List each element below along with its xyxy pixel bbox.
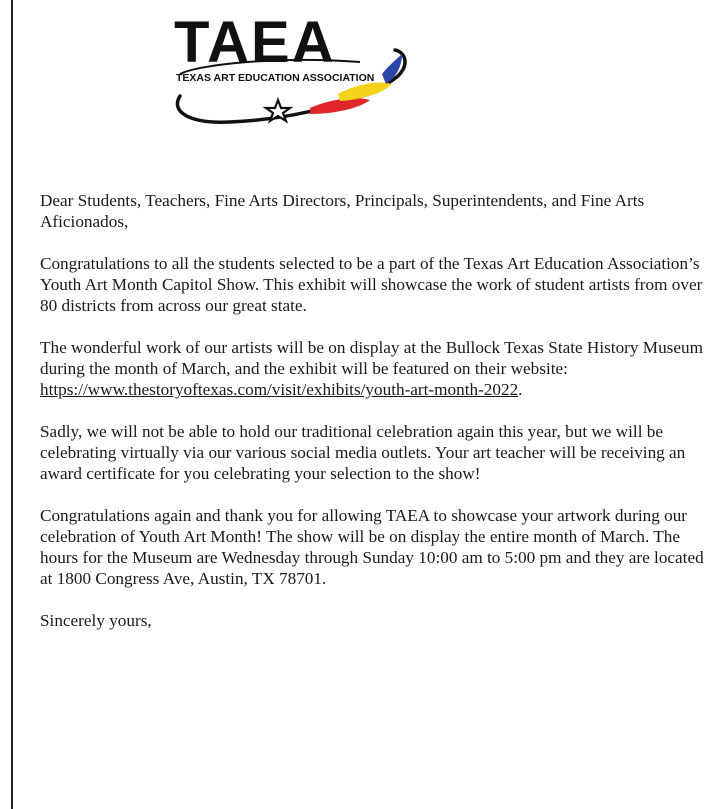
letter-paragraph-1: Congratulations to all the students selected to be a part of the Texas Art Education Association’s Youth Art Month Capitol Show. This exhibit will showcase the work of student artists from over 80 districts from across our great state. <box>40 254 703 315</box>
taea-logo-graphic <box>160 4 420 134</box>
letter-closing: Sincerely yours, <box>40 611 152 630</box>
letter-salutation: Dear Students, Teachers, Fine Arts Directors, Principals, Superintendents, and Fine Arts Aficionados, <box>40 191 645 231</box>
left-margin-rule <box>11 0 13 809</box>
letter-paragraph-4: Congratulations again and thank you for allowing TAEA to showcase your artwork during our celebration of Youth Art Month! The show will be on display the entire month of March. The hours for the Museum are Wednesday through Sunday 10:00 am to 5:00 pm and they are located at 1800 Congress Ave, Austin, TX 78701. <box>40 506 704 588</box>
letter-paragraph-3: Sadly, we will not be able to hold our traditional celebration again this year, but we will be celebrating virtually via our various social media outlets. Your art teacher will be receiving an award certificate for you celebrating your selection to the show! <box>40 422 686 483</box>
paragraph-2-period: . <box>518 380 523 399</box>
taea-logo <box>160 4 420 134</box>
letter-body <box>40 190 710 652</box>
logo-acronym: TAEA <box>174 10 336 75</box>
logo-association-name: TEXAS ART EDUCATION ASSOCIATION <box>176 72 375 84</box>
yellow-brush-stroke <box>338 82 392 101</box>
letter-paragraph-2 <box>40 337 710 400</box>
paragraph-2-text: The wonderful work of our artists will be on display at the Bullock Texas State History Museum during the month of March, and the exhibit will be featured on their website: <box>40 338 703 378</box>
exhibit-website-link[interactable]: https://www.thestoryoftexas.com/visit/exhibits/youth-art-month-2022 <box>40 380 519 399</box>
